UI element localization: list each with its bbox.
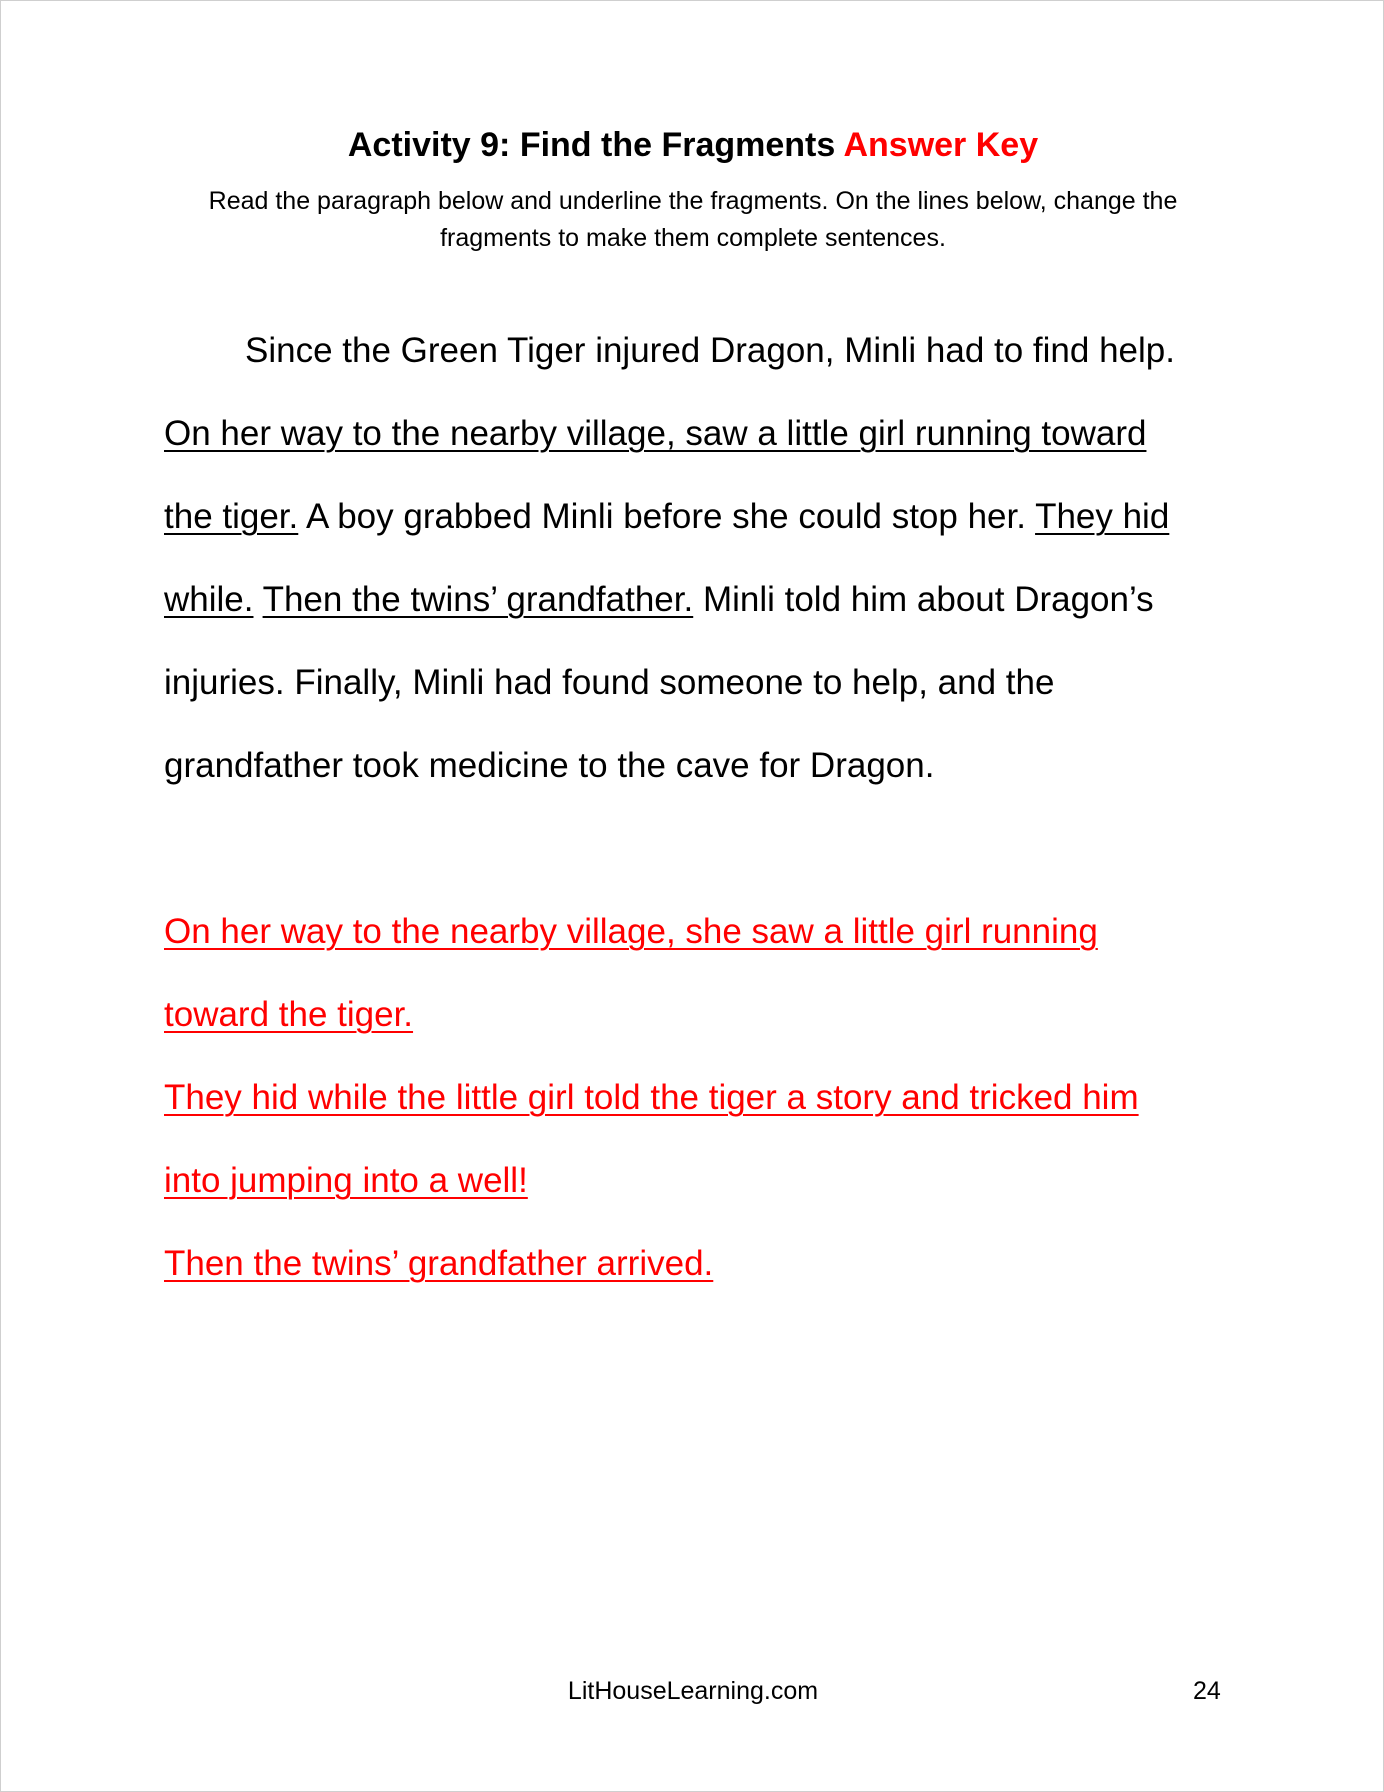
page-title	[1, 121, 1384, 169]
paragraph-line-4	[164, 576, 1154, 624]
fragment-underlined: the tiger.	[164, 497, 299, 536]
fragment-underlined: On her way to the nearby village, saw a little girl running toward	[164, 414, 1147, 453]
sentence: A boy grabbed Minli before she could stop her.	[298, 497, 1036, 536]
paragraph-line-5	[164, 659, 1054, 707]
word-gap	[253, 580, 262, 619]
corrected-sentence: toward the tiger.	[164, 995, 414, 1034]
activity-title: Activity 9: Find the Fragments	[347, 126, 836, 164]
paragraph-line-6	[164, 742, 934, 790]
sentence: Since the Green Tiger injured Dragon, Minli had to find help.	[245, 331, 1175, 370]
paragraph-line-2	[164, 410, 1146, 458]
fragment-underlined: They hid	[1035, 497, 1170, 536]
answer-line-2	[164, 991, 413, 1039]
corrected-sentence: They hid while the little girl told the tiger a story and tricked him	[164, 1078, 1139, 1117]
sentence: injuries. Finally, Minli had found someone to help, and the	[164, 663, 1055, 702]
answer-line-5	[164, 1240, 713, 1288]
sentence: grandfather took medicine to the cave for Dragon.	[164, 746, 935, 785]
instructions-text: Read the paragraph below and underline the fragments. On the lines below, change the fragments to make them complete sentences.	[208, 187, 1178, 252]
answer-line-3	[164, 1074, 1139, 1122]
answer-line-4	[164, 1157, 528, 1205]
fragment-underlined: Then the twins’ grandfather.	[262, 580, 694, 619]
corrected-sentence: into jumping into a well!	[164, 1161, 528, 1200]
page-number: 24	[1193, 1677, 1221, 1705]
footer-website: LitHouseLearning.com	[567, 1677, 819, 1705]
paragraph-line-3	[164, 493, 1169, 541]
corrected-sentence: Then the twins’ grandfather arrived.	[164, 1244, 714, 1283]
answer-line-1	[164, 908, 1098, 956]
answer-key-label: Answer Key	[843, 126, 1039, 164]
corrected-sentence: On her way to the nearby village, she saw a little girl running	[164, 912, 1098, 951]
paragraph-line-1	[245, 327, 1175, 375]
fragment-underlined: while.	[164, 580, 254, 619]
sentence: Minli told him about Dragon’s	[693, 580, 1154, 619]
